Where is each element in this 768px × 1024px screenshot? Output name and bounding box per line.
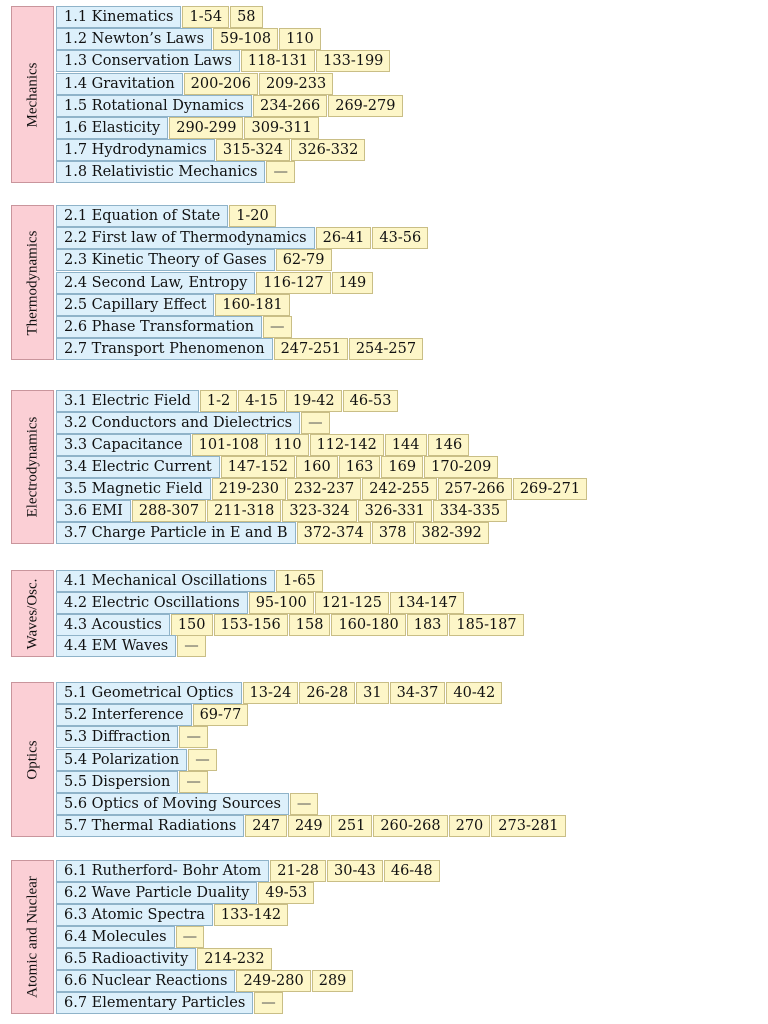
- problem-range-cell: 34-37: [390, 682, 446, 704]
- problem-range-cell: 147-152: [221, 456, 295, 478]
- topic-row: [56, 205, 276, 227]
- problem-range-cell: 26-28: [299, 682, 355, 704]
- problem-range-cell: 46-53: [343, 390, 399, 412]
- problem-range-cell: 30-43: [327, 860, 383, 882]
- problem-range-cell: 21-28: [270, 860, 326, 882]
- topic-cell: 5.3 Diffraction: [56, 726, 178, 748]
- section-label-box: [11, 682, 54, 837]
- topic-row: [56, 456, 498, 478]
- topic-cell: 2.3 Kinetic Theory of Gases: [56, 249, 275, 271]
- topic-cell: 5.2 Interference: [56, 704, 192, 726]
- topic-cell: 4.2 Electric Oscillations: [56, 592, 248, 614]
- problem-range-cell: 150: [171, 614, 213, 636]
- topic-cell: 1.8 Relativistic Mechanics: [56, 161, 265, 183]
- problem-range-cell: 200-206: [184, 73, 258, 95]
- problem-range-cell: 69-77: [193, 704, 249, 726]
- problem-range-cell: 260-268: [373, 815, 447, 837]
- topic-row: [56, 338, 423, 360]
- topic-row: [56, 948, 272, 970]
- topic-cell: 5.1 Geometrical Optics: [56, 682, 242, 704]
- topic-cell: 2.6 Phase Transformation: [56, 316, 262, 338]
- problem-range-cell: 121-125: [315, 592, 389, 614]
- problem-range-cell: 273-281: [491, 815, 565, 837]
- problem-range-cell: —: [254, 992, 283, 1014]
- problem-range-cell: 153-156: [214, 614, 288, 636]
- topic-cell: 1.1 Kinematics: [56, 6, 181, 28]
- topic-cell: 6.2 Wave Particle Duality: [56, 882, 257, 904]
- problem-range-cell: 234-266: [253, 95, 327, 117]
- problem-range-cell: 110: [267, 434, 309, 456]
- problem-range-cell: 144: [385, 434, 427, 456]
- problem-range-cell: 112-142: [310, 434, 384, 456]
- topic-row: [56, 970, 353, 992]
- problem-range-cell: —: [301, 412, 330, 434]
- topic-row: [56, 50, 390, 72]
- problem-range-cell: 158: [289, 614, 331, 636]
- topic-row: [56, 28, 321, 50]
- topic-row: [56, 749, 217, 771]
- topic-cell: 6.4 Molecules: [56, 926, 175, 948]
- section-label: Electrodynamics: [24, 416, 40, 518]
- topic-cell: 1.2 Newton’s Laws: [56, 28, 212, 50]
- topic-row: [56, 95, 403, 117]
- topic-cell: 5.5 Dispersion: [56, 771, 178, 793]
- problem-range-cell: 1-20: [229, 205, 276, 227]
- problem-range-cell: 270: [449, 815, 491, 837]
- topic-cell: 2.2 First law of Thermodynamics: [56, 227, 315, 249]
- problem-range-cell: —: [176, 926, 205, 948]
- topic-cell: 3.6 EMI: [56, 500, 131, 522]
- topic-row: [56, 682, 502, 704]
- topic-row: [56, 726, 208, 748]
- problem-range-cell: 146: [428, 434, 470, 456]
- section-label-box: [11, 860, 54, 1014]
- topic-row: [56, 793, 318, 815]
- problem-range-cell: 31: [356, 682, 388, 704]
- problem-range-cell: 334-335: [433, 500, 507, 522]
- topic-row: [56, 522, 489, 544]
- topic-cell: 3.4 Electric Current: [56, 456, 220, 478]
- problem-range-cell: 290-299: [169, 117, 243, 139]
- topic-cell: 4.1 Mechanical Oscillations: [56, 570, 275, 592]
- problem-range-cell: 133-142: [214, 904, 288, 926]
- problem-range-cell: 95-100: [249, 592, 314, 614]
- section-label-box: [11, 6, 54, 183]
- problem-range-cell: 46-48: [384, 860, 440, 882]
- problem-range-cell: 43-56: [372, 227, 428, 249]
- topic-row: [56, 478, 587, 500]
- section-label-box: [11, 570, 54, 657]
- topic-cell: 4.4 EM Waves: [56, 635, 176, 657]
- topic-cell: 5.4 Polarization: [56, 749, 187, 771]
- problem-range-cell: 214-232: [197, 948, 271, 970]
- problem-range-cell: 372-374: [297, 522, 371, 544]
- problem-range-cell: 26-41: [316, 227, 372, 249]
- problem-range-cell: 62-79: [276, 249, 332, 271]
- problem-range-cell: 269-279: [328, 95, 402, 117]
- problem-range-cell: 257-266: [438, 478, 512, 500]
- problem-range-cell: 242-255: [362, 478, 436, 500]
- problem-range-cell: 185-187: [449, 614, 523, 636]
- topic-row: [56, 570, 323, 592]
- topic-row: [56, 926, 204, 948]
- topic-row: [56, 272, 373, 294]
- problem-range-cell: 170-209: [424, 456, 498, 478]
- problem-range-cell: 169: [381, 456, 423, 478]
- problem-range-cell: 13-24: [243, 682, 299, 704]
- topic-row: [56, 860, 440, 882]
- problem-range-cell: 326-332: [291, 139, 365, 161]
- problem-range-cell: 211-318: [207, 500, 281, 522]
- topic-row: [56, 294, 290, 316]
- topic-row: [56, 412, 330, 434]
- topic-row: [56, 771, 208, 793]
- problem-range-cell: 309-311: [244, 117, 318, 139]
- problem-range-cell: 160: [296, 456, 338, 478]
- section-label: Optics: [24, 740, 40, 780]
- topic-row: [56, 992, 283, 1014]
- topic-cell: 6.6 Nuclear Reactions: [56, 970, 235, 992]
- topic-cell: 6.7 Elementary Particles: [56, 992, 253, 1014]
- problem-range-cell: —: [290, 793, 319, 815]
- topic-cell: 6.1 Rutherford- Bohr Atom: [56, 860, 269, 882]
- problem-range-cell: 134-147: [390, 592, 464, 614]
- problem-range-cell: 149: [332, 272, 374, 294]
- topic-cell: 1.6 Elasticity: [56, 117, 168, 139]
- topic-cell: 6.3 Atomic Spectra: [56, 904, 213, 926]
- problem-range-cell: 183: [407, 614, 449, 636]
- problem-range-cell: 247: [245, 815, 287, 837]
- problem-range-cell: 4-15: [238, 390, 285, 412]
- problem-range-cell: 1-54: [182, 6, 229, 28]
- problem-range-cell: 163: [339, 456, 381, 478]
- topic-row: [56, 434, 469, 456]
- topic-cell: 1.4 Gravitation: [56, 73, 183, 95]
- problem-range-cell: 118-131: [241, 50, 315, 72]
- problem-range-cell: —: [263, 316, 292, 338]
- topic-cell: 3.1 Electric Field: [56, 390, 199, 412]
- topic-cell: 6.5 Radioactivity: [56, 948, 196, 970]
- problem-range-cell: 1-2: [200, 390, 237, 412]
- topic-cell: 1.5 Rotational Dynamics: [56, 95, 252, 117]
- topic-cell: 2.4 Second Law, Entropy: [56, 272, 255, 294]
- problem-range-cell: 59-108: [213, 28, 278, 50]
- section-label: Mechanics: [24, 62, 40, 128]
- problem-range-cell: 269-271: [513, 478, 587, 500]
- topic-cell: 3.2 Conductors and Dielectrics: [56, 412, 300, 434]
- section-label: Atomic and Nuclear: [24, 876, 40, 998]
- topic-cell: 3.7 Charge Particle in E and B: [56, 522, 296, 544]
- problem-range-cell: 254-257: [349, 338, 423, 360]
- topic-row: [56, 316, 292, 338]
- topic-row: [56, 904, 288, 926]
- problem-range-cell: 249: [288, 815, 330, 837]
- problem-range-cell: 378: [372, 522, 414, 544]
- topic-row: [56, 500, 507, 522]
- problem-range-cell: 326-331: [358, 500, 432, 522]
- topic-row: [56, 139, 365, 161]
- problem-range-cell: 58: [230, 6, 262, 28]
- topic-row: [56, 73, 333, 95]
- problem-range-cell: 19-42: [286, 390, 342, 412]
- problem-range-cell: 249-280: [236, 970, 310, 992]
- topic-row: [56, 815, 566, 837]
- problem-range-cell: —: [179, 771, 208, 793]
- topic-row: [56, 161, 295, 183]
- section-label: Waves/Osc.: [24, 578, 40, 650]
- topic-row: [56, 6, 263, 28]
- problem-range-cell: 160-181: [215, 294, 289, 316]
- problem-range-cell: 1-65: [276, 570, 323, 592]
- problem-range-cell: 251: [331, 815, 373, 837]
- topic-row: [56, 592, 464, 614]
- problem-range-cell: 133-199: [316, 50, 390, 72]
- topic-cell: 2.7 Transport Phenomenon: [56, 338, 273, 360]
- topic-cell: 2.5 Capillary Effect: [56, 294, 214, 316]
- topic-cell: 2.1 Equation of State: [56, 205, 228, 227]
- topic-row: [56, 390, 398, 412]
- problem-range-cell: 49-53: [258, 882, 314, 904]
- problem-range-cell: 209-233: [259, 73, 333, 95]
- problem-range-cell: 323-324: [282, 500, 356, 522]
- topic-row: [56, 704, 248, 726]
- topic-cell: 1.3 Conservation Laws: [56, 50, 240, 72]
- topic-cell: 5.6 Optics of Moving Sources: [56, 793, 289, 815]
- problem-range-cell: —: [188, 749, 217, 771]
- section-label: Thermodynamics: [24, 230, 40, 336]
- topic-row: [56, 635, 206, 657]
- problem-range-cell: 219-230: [212, 478, 286, 500]
- problem-range-cell: —: [179, 726, 208, 748]
- topic-cell: 5.7 Thermal Radiations: [56, 815, 244, 837]
- topic-cell: 3.5 Magnetic Field: [56, 478, 211, 500]
- section-label-box: [11, 390, 54, 544]
- problem-range-cell: 40-42: [446, 682, 502, 704]
- topic-row: [56, 882, 314, 904]
- topic-row: [56, 614, 524, 636]
- problem-range-cell: 160-180: [331, 614, 405, 636]
- problem-range-cell: 232-237: [287, 478, 361, 500]
- topic-cell: 3.3 Capacitance: [56, 434, 191, 456]
- topic-cell: 1.7 Hydrodynamics: [56, 139, 215, 161]
- topic-cell: 4.3 Acoustics: [56, 614, 170, 636]
- problem-range-cell: 247-251: [274, 338, 348, 360]
- problem-range-cell: 315-324: [216, 139, 290, 161]
- problem-range-cell: 382-392: [415, 522, 489, 544]
- problem-range-cell: 110: [279, 28, 321, 50]
- topic-row: [56, 117, 319, 139]
- problem-range-cell: —: [266, 161, 295, 183]
- section-label-box: [11, 205, 54, 360]
- topic-row: [56, 227, 428, 249]
- topic-row: [56, 249, 332, 271]
- problem-range-cell: —: [177, 635, 206, 657]
- problem-range-cell: 101-108: [192, 434, 266, 456]
- problem-range-cell: 288-307: [132, 500, 206, 522]
- problem-range-cell: 116-127: [256, 272, 330, 294]
- problem-range-cell: 289: [312, 970, 354, 992]
